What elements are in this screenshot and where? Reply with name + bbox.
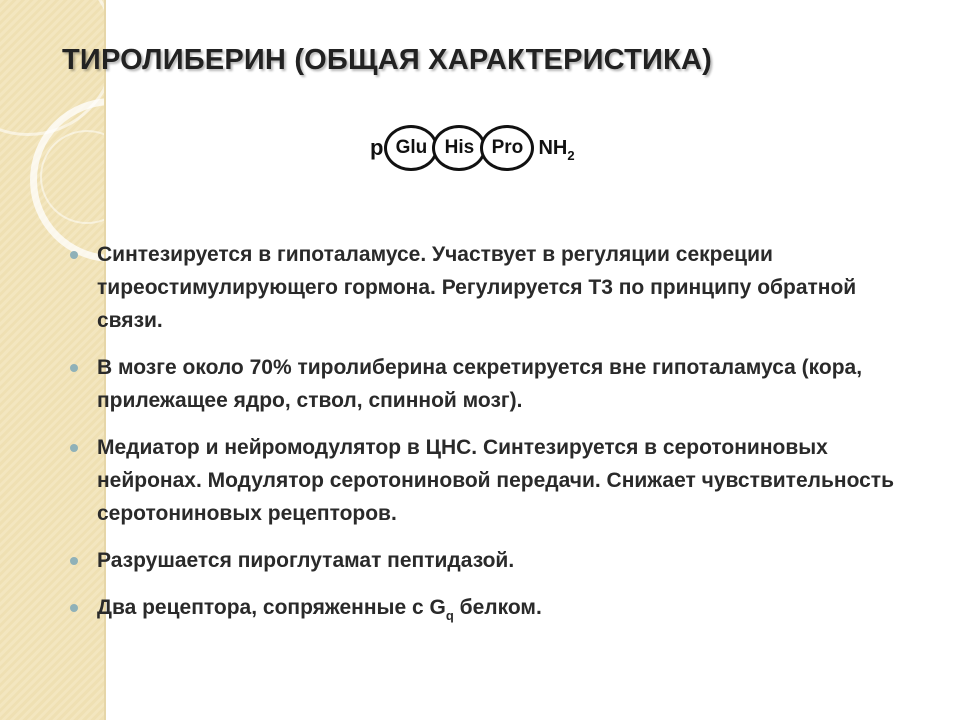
bullet-dot-icon [70, 251, 78, 259]
bullet-text: Синтезируется в гипоталамусе. Участвует в регуляции секреции тиреостимулирующего гормона. Регулируется Т3 по принципу обратной связи. [97, 243, 857, 332]
formula-amide-subscript: 2 [567, 147, 575, 163]
residue-his: His [432, 125, 486, 171]
peptide-formula [370, 118, 575, 178]
bullet-dot-icon [70, 557, 78, 565]
bullet-text: В мозге около 70% тиролиберина секретируется вне гипоталамуса (кора, прилежащее ядро, ствол, спинной мозг). [97, 356, 863, 412]
bullet-list [70, 238, 920, 640]
g-protein-subscript: q [445, 608, 454, 623]
formula-amide-main: NH [538, 136, 568, 159]
bullet-text-after: белком. [453, 596, 542, 619]
bullet-item [70, 591, 920, 626]
bullet-text-before: Два рецептора, сопряженные с G [97, 596, 446, 619]
bullet-text: Медиатор и нейромодулятор в ЦНС. Синтезируется в серотониновых нейронах. Модулятор серотониновой передачи. Снижает чувствительность серотониновых рецепторов. [97, 436, 894, 525]
slide-title: ТИРОЛИБЕРИН (ОБЩАЯ ХАРАКТЕРИСТИКА) [62, 44, 712, 76]
residue-glu: Glu [384, 125, 438, 171]
bullet-dot-icon [70, 444, 78, 452]
formula-prefix: p [370, 135, 384, 160]
formula-amide [538, 136, 575, 163]
bullet-text: Разрушается пироглутамат пептидазой. [97, 549, 515, 572]
residue-pro: Pro [480, 125, 534, 171]
bullet-item [70, 351, 920, 417]
bullet-item [70, 431, 920, 530]
bullet-item [70, 238, 920, 337]
bullet-item [70, 544, 920, 577]
bullet-dot-icon [70, 604, 78, 612]
bullet-text [97, 596, 542, 623]
bullet-dot-icon [70, 364, 78, 372]
